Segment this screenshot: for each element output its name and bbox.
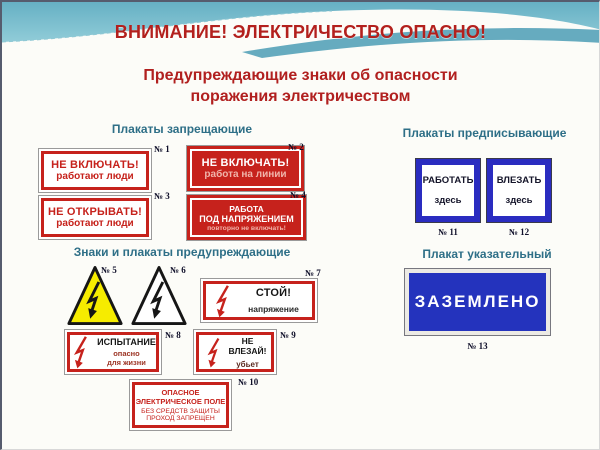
sign-10-line2: ЭЛЕКТРИЧЕСКОЕ ПОЛЕ: [135, 397, 226, 406]
slide-subtitle: [2, 65, 599, 107]
sign-7-stoy-napryazhenie: [200, 278, 318, 323]
sign-9-ne-vlezay: [193, 329, 277, 375]
sign-9-line2: убьет: [236, 359, 259, 369]
sign-13-number: № 13: [467, 341, 488, 351]
sign-6-number: № 6: [170, 265, 186, 275]
sign-10-line3: БЕЗ СРЕДСТВ ЗАЩИТЫ: [141, 408, 220, 415]
section-title-warning: Знаки и плакаты предупреждающие: [73, 245, 291, 259]
sign-8-line1: ИСПЫТАНИЕ: [97, 337, 156, 347]
section-title-indicative: Плакат указательный: [422, 247, 552, 261]
sign-3-line2: работают люди: [56, 218, 134, 229]
sign-8-line3: для жизни: [107, 358, 146, 367]
sign-12-line1: ВЛЕЗАТЬ: [496, 175, 542, 186]
sign-4-line2: ПОД НАПРЯЖЕНИЕМ: [199, 213, 294, 224]
sign-13-zazemleno: [404, 268, 551, 336]
sign-11-line2: здесь: [434, 195, 462, 206]
sign-4-number: № 4: [290, 190, 306, 200]
sign-8-line2: опасно: [113, 349, 140, 358]
sign-2-number: № 2: [288, 142, 304, 152]
sign-4-line3: повторно не включать!: [207, 224, 286, 232]
sign-1-line2: работают люди: [56, 171, 134, 182]
slide-title: ВНИМАНИЕ! ЭЛЕКТРИЧЕСТВО ОПАСНО!: [114, 22, 487, 42]
sign-8-ispytanie: [64, 329, 162, 375]
lightning-icon: [211, 284, 235, 318]
sign-9-line1: НЕ ВЛЕЗАЙ!: [228, 335, 267, 356]
lightning-icon: [70, 335, 92, 369]
sign-9-number: № 9: [280, 330, 296, 340]
sign-2-line2: работа на линии: [204, 169, 287, 180]
sign-7-number: № 7: [305, 268, 321, 278]
sign-10-line4: ПРОХОД ЗАПРЕЩЕН: [146, 415, 215, 422]
lightning-icon: [204, 336, 224, 369]
sign-7-line1: СТОЙ!: [255, 287, 292, 299]
sign-5-number: № 5: [101, 265, 117, 275]
sign-4-line1: РАБОТА: [229, 203, 264, 214]
sign-8-number: № 8: [165, 330, 181, 340]
sign-4-rabota-pod-napryazheniem: [186, 194, 307, 241]
sign-10-line1: ОПАСНОЕ: [161, 388, 200, 397]
sign-1-line1: НЕ ВКЛЮЧАТЬ!: [51, 159, 139, 171]
sign-10-number: № 10: [238, 377, 259, 387]
sign-2-line1: НЕ ВКЛЮЧАТЬ!: [201, 157, 290, 169]
sign-3-number: № 3: [154, 191, 170, 201]
section-title-prescriptive: Плакаты предписывающие: [402, 126, 567, 140]
sign-11-line1: РАБОТАТЬ: [422, 175, 474, 186]
sign-12-line2: здесь: [505, 195, 533, 206]
sign-12-vlezat-zdes: [487, 159, 551, 222]
sign-13-line1: ЗАЗЕМЛЕНО: [414, 292, 541, 311]
sign-12-number: № 12: [508, 227, 530, 237]
sign-7-line2: напряжение: [248, 304, 299, 314]
sign-1-ne-vklyuchat: [38, 148, 152, 193]
sign-11-number: № 11: [438, 227, 458, 237]
sign-11-rabotat-zdes: [416, 159, 480, 222]
sign-2-ne-vklyuchat-liniya: [186, 145, 305, 192]
sign-1-number: № 1: [154, 144, 170, 154]
slide-subtitle-line1: Предупреждающие знаки об опасности: [143, 67, 458, 84]
slide-subtitle-line2: поражения электричеством: [190, 88, 411, 106]
sign-10-opasnoe-pole: [129, 379, 232, 431]
section-title-prohibiting: Плакаты запрещающие: [111, 122, 253, 136]
sign-3-line1: НЕ ОТКРЫВАТЬ!: [47, 206, 143, 218]
sign-3-ne-otkryvat: [38, 195, 152, 240]
